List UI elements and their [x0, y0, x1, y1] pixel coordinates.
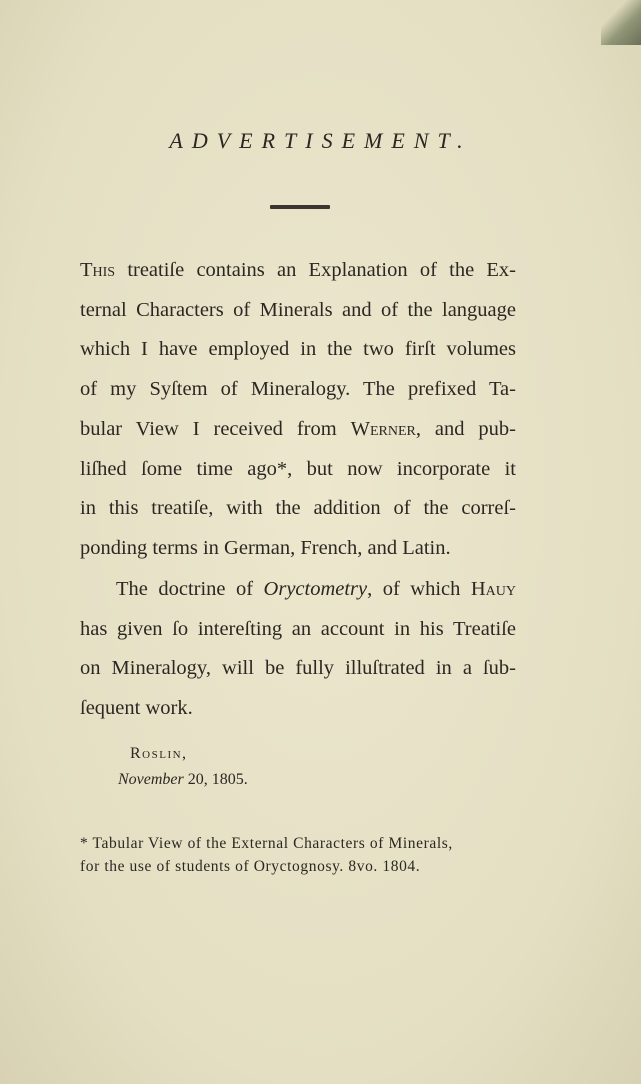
- footnote-line-1: * Tabular View of the External Characters of Minerals,: [80, 835, 453, 852]
- paragraph-1-line-1: [80, 251, 516, 291]
- line-5-b: , and pub-: [415, 417, 516, 440]
- paragraph-2-line-1: [80, 570, 516, 610]
- date-day-year: 20, 1805.: [183, 771, 248, 788]
- paragraph-2-line-3: on Mineralogy, will be fully illuſtrated in a ſub-: [80, 657, 516, 680]
- term-oryctometry: Oryctometry: [263, 578, 368, 600]
- lead-word: This: [80, 259, 116, 281]
- p2-line-1-b: , of which: [367, 578, 471, 600]
- paragraph-1-line-2: ternal Characters of Minerals and of the language: [80, 298, 516, 321]
- paragraph-2: [80, 570, 516, 729]
- name-werner: Werner: [350, 417, 416, 440]
- paragraph-2-line-4: ſequent work.: [80, 697, 193, 720]
- paragraph-1-line-3: which I have employed in the two firſt volumes: [80, 338, 516, 361]
- signature-date: [118, 771, 248, 789]
- paragraph-1-line-4: of my Syſtem of Mineralogy. The prefixed Ta-: [80, 378, 516, 401]
- page-heading: ADVERTISEMENT.: [169, 128, 472, 153]
- page-edge-stain: [601, 0, 641, 45]
- footnote-line-2: for the use of students of Oryctognosy. 8vo. 1804.: [80, 858, 421, 875]
- line-1-text: treatiſe contains an Explanation of the Ex-: [115, 259, 516, 281]
- paragraph-1-line-7: in this treatiſe, with the addition of the correſ-: [80, 497, 516, 520]
- heading-rule: [270, 205, 330, 209]
- line-5-a: bular View I received from: [80, 417, 351, 440]
- p2-line-1-a: The doctrine of: [116, 578, 264, 600]
- footnote: [80, 832, 516, 878]
- paragraph-2-line-2: has given ſo intereſting an account in his Treatiſe: [80, 617, 516, 640]
- paragraph-1: [80, 251, 516, 569]
- date-month: November: [118, 771, 184, 788]
- signature-place: Roslin,: [130, 745, 188, 762]
- paragraph-1-line-6: liſhed ſome time ago*, but now incorporate it: [80, 457, 516, 480]
- paragraph-1-line-8: ponding terms in German, French, and Latin.: [80, 536, 451, 559]
- paragraph-1-line-5: [80, 410, 516, 450]
- name-hauy: Hauy: [470, 578, 516, 600]
